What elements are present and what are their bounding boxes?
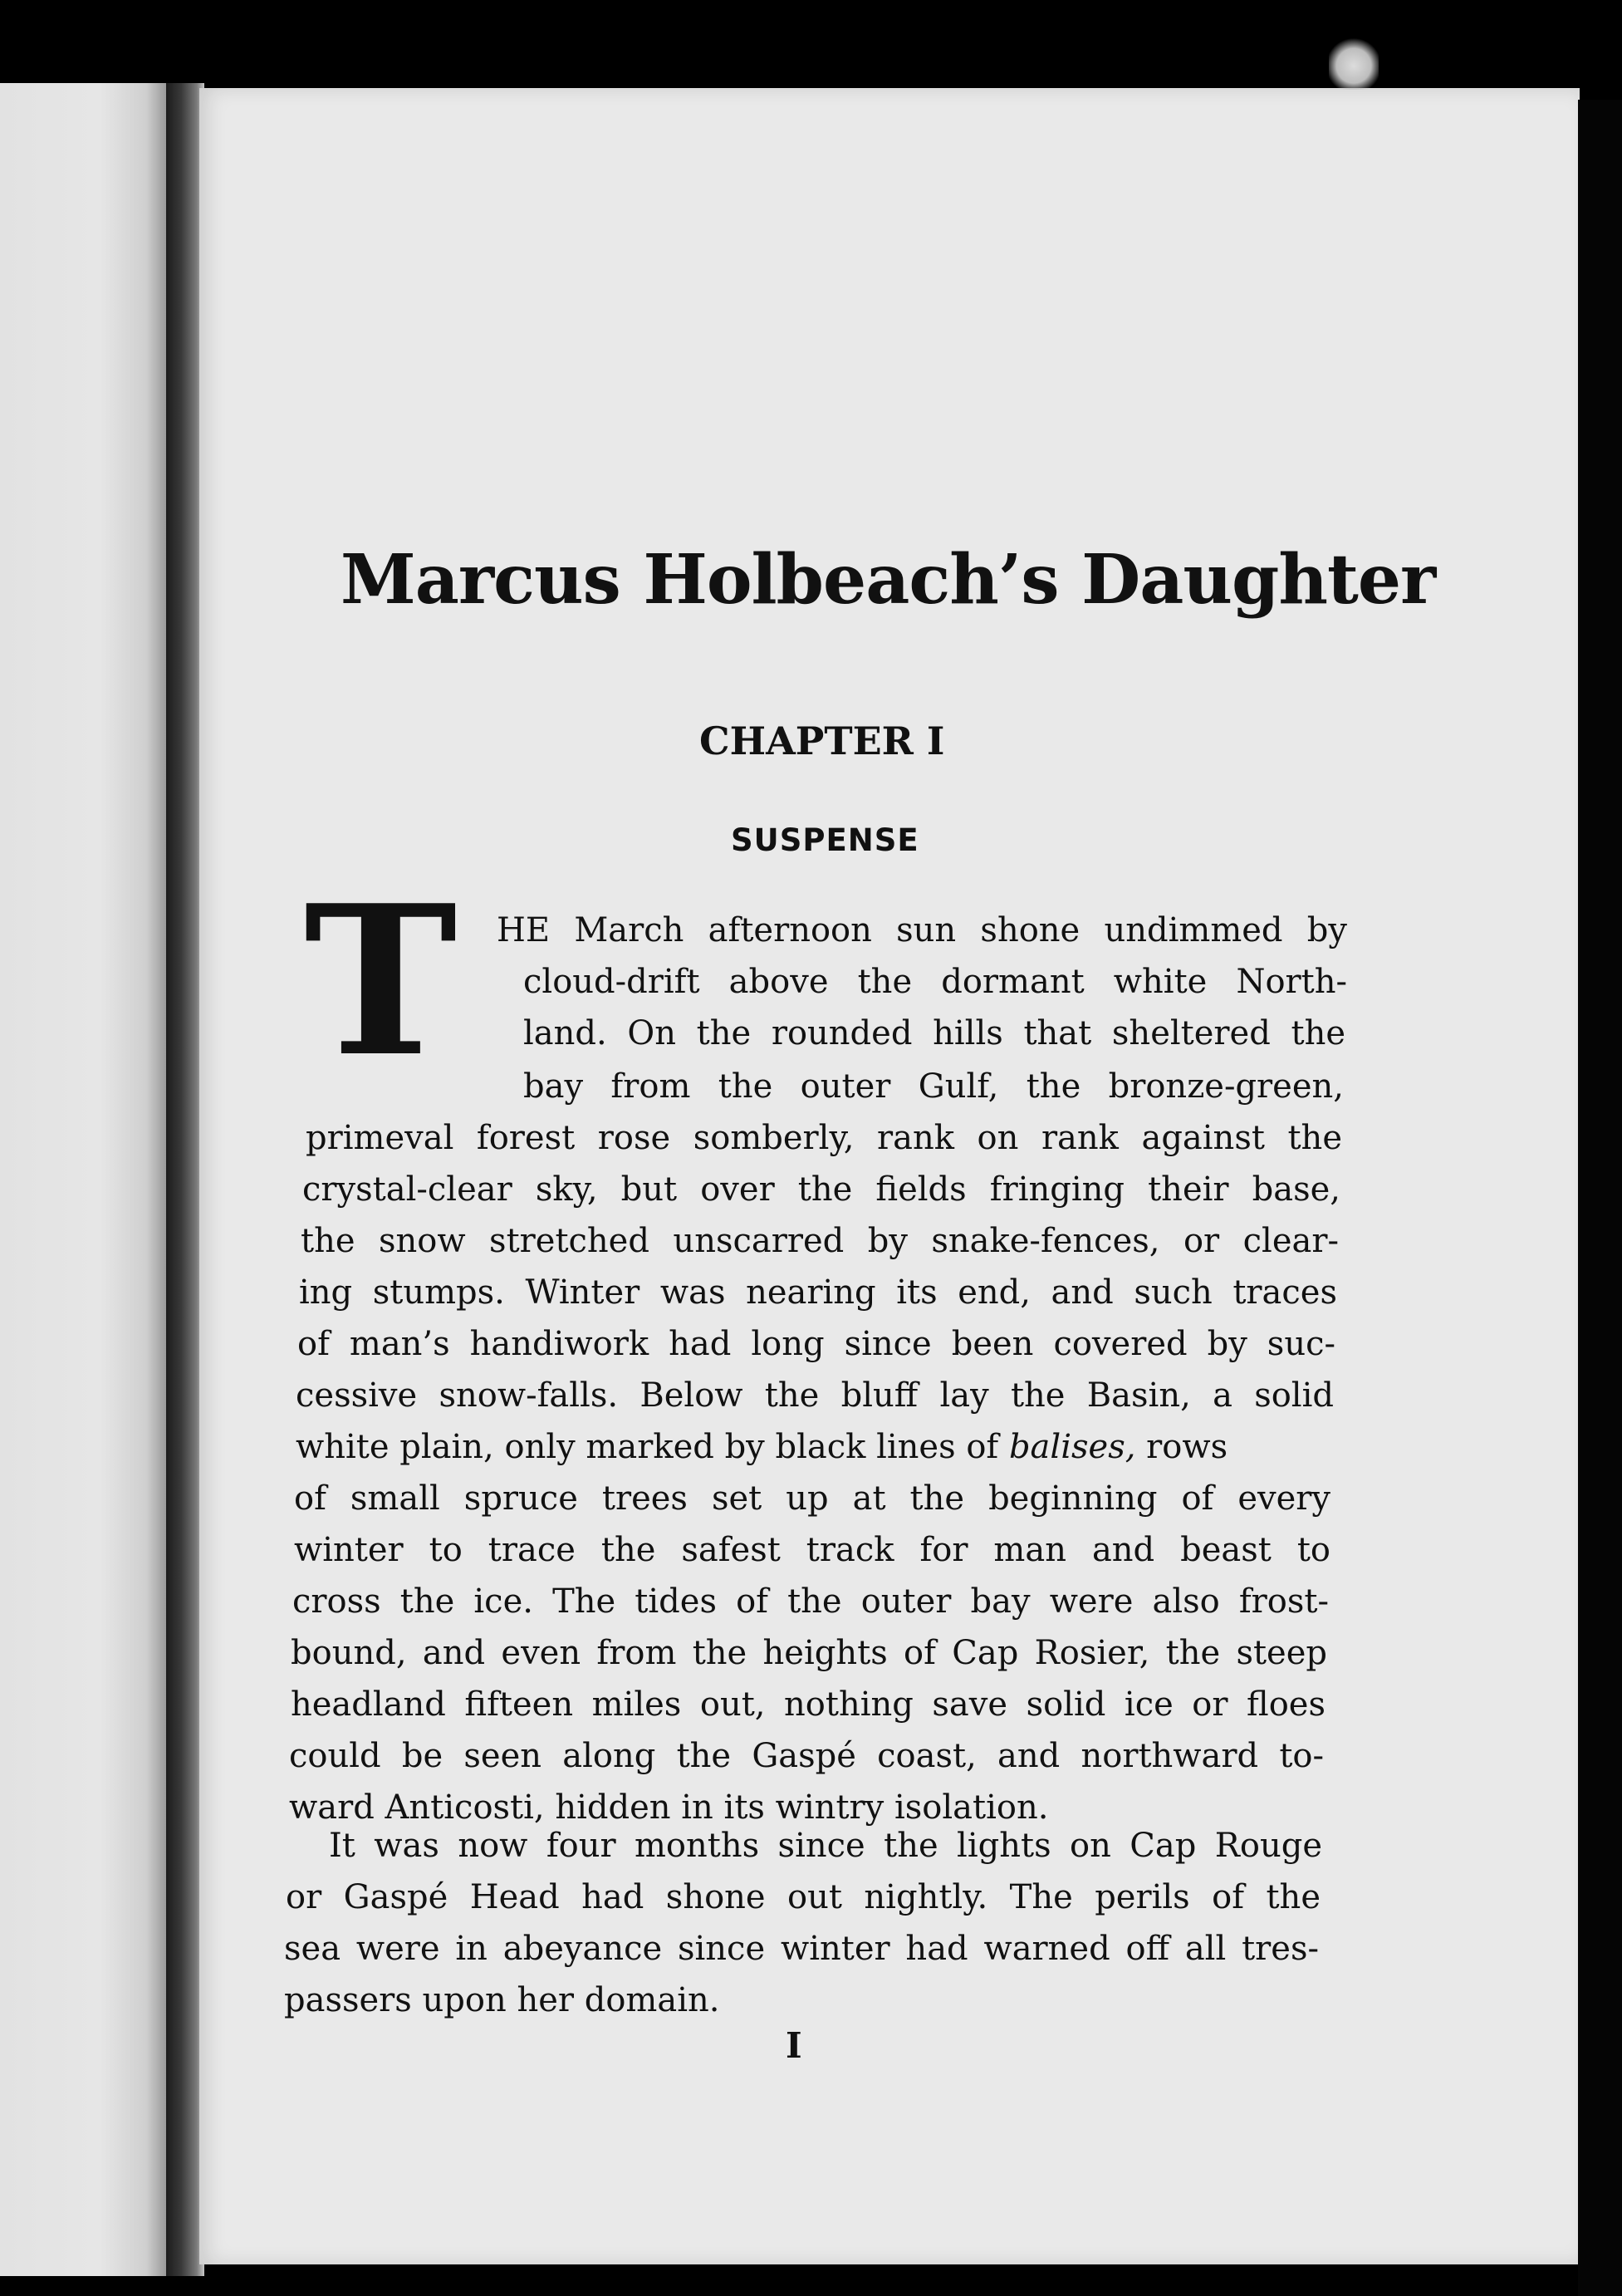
body-line: could be seen along the Gaspé coast, and northward to- xyxy=(289,1737,1324,1775)
italic-word: balises, xyxy=(1008,1428,1136,1466)
previous-page-edge xyxy=(0,83,166,2276)
body-line: headland fifteen miles out, nothing save solid ice or floes xyxy=(291,1685,1326,1724)
body-line-text: white plain, only marked by black lines of xyxy=(296,1428,1009,1466)
body-line: crystal-clear sky, but over the fields fringing their base, xyxy=(302,1170,1340,1209)
body-line: It was now four months since the lights on Cap Rouge xyxy=(329,1827,1322,1865)
chapter-label: CHAPTER I xyxy=(699,719,945,763)
chapter-title: SUSPENSE xyxy=(731,822,919,858)
body-line: ing stumps. Winter was nearing its end, and such traces xyxy=(299,1273,1337,1312)
body-line: or Gaspé Head had shone out nightly. The perils of the xyxy=(286,1878,1321,1916)
body-line: sea were in abeyance since winter had warned off all tres- xyxy=(284,1930,1319,1968)
body-line: cloud-drift above the dormant white North- xyxy=(523,963,1347,1001)
body-line: land. On the rounded hills that sheltered the xyxy=(523,1014,1345,1052)
body-line: the snow stretched unscarred by snake-fences, or clear- xyxy=(301,1222,1339,1260)
body-line: bound, and even from the heights of Cap Rosier, the steep xyxy=(291,1634,1327,1672)
page-number: I xyxy=(786,2025,802,2066)
body-line: primeval forest rose somberly, rank on rank against the xyxy=(306,1119,1342,1157)
body-line: of man’s handiwork had long since been covered by suc- xyxy=(297,1325,1335,1363)
body-line: bay from the outer Gulf, the bronze-green, xyxy=(523,1067,1344,1106)
book-title: Marcus Holbeach’s Daughter xyxy=(341,540,1436,620)
body-line: cross the ice. The tides of the outer bay were also frost- xyxy=(292,1582,1329,1621)
body-line-text: rows xyxy=(1135,1428,1228,1466)
paper-tear-mark xyxy=(1329,37,1379,90)
body-line: ward Anticosti, hidden in its wintry isolation. xyxy=(289,1788,1049,1827)
body-line: of small spruce trees set up at the beginning of every xyxy=(294,1479,1330,1518)
page-right-border xyxy=(1578,100,1622,2296)
body-line: winter to trace the safest track for man and beast to xyxy=(294,1531,1330,1569)
body-line: HE March afternoon sun shone undimmed by xyxy=(497,911,1347,949)
body-line: cessive snow-falls. Below the bluff lay the Basin, a solid xyxy=(296,1376,1334,1415)
body-line-with-italic xyxy=(296,1430,1332,1464)
drop-cap: T xyxy=(304,861,458,1102)
body-line: passers upon her domain. xyxy=(284,1981,720,2019)
